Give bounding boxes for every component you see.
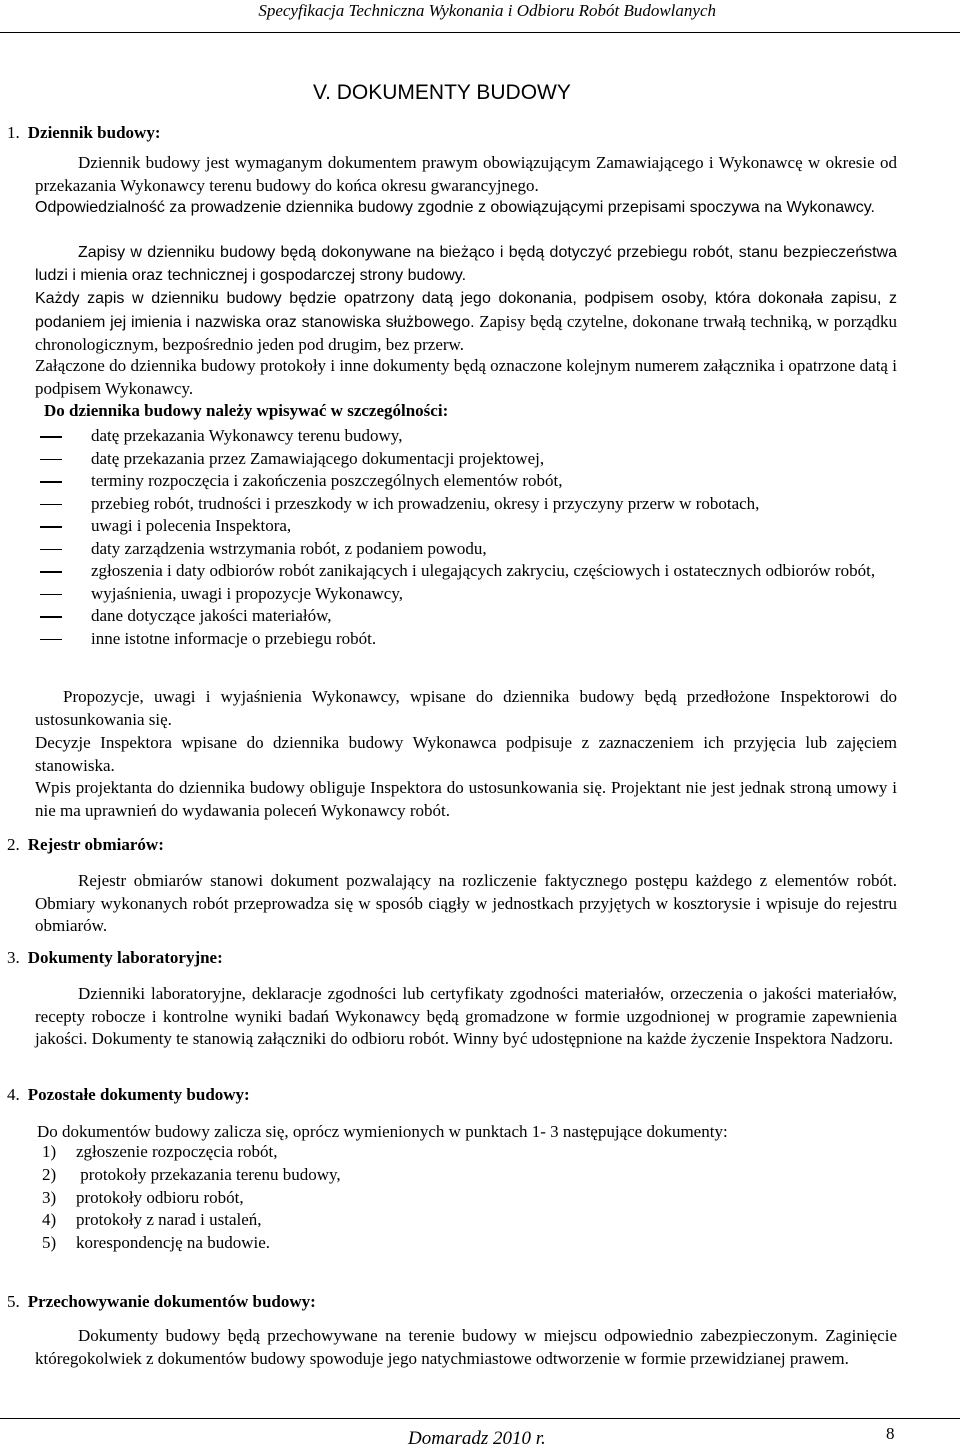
list-item: datę przekazania przez Zamawiającego dokumentacji projektowej, — [40, 448, 900, 471]
section-title: Pozostałe dokumenty budowy: — [27, 1085, 250, 1104]
paragraph-part: Każdy zapis w dzienniku budowy będzie opatrzony datą jego dokonania, podpisem osoby, która dokonała zapisu, z podaniem jej imienia i nazwiska oraz stanowiska służbowego. — [35, 290, 897, 331]
section-title: Dziennik budowy: — [27, 123, 161, 142]
paragraph: Do dokumentów budowy zalicza się, oprócz wymienionych w punktach 1- 3 następujące dokumenty: — [37, 1122, 728, 1141]
paragraph: Dzienniki laboratoryjne, deklaracje zgodności lub certyfikaty zgodności materiałów, orzeczenia o jakości materiałów, recepty robocze i kontrolne wyniki badań Wykonawcy będą gromadzone w formie uzgodnionej w programie zapewnienia jakości. Dokumenty te stanowią załączniki do odbioru robót. Winny być udostępnione na każde życzenie Inspektora Nadzoru. — [35, 984, 897, 1048]
paragraph: Odpowiedzialność za prowadzenie dziennika budowy zgodnie z obowiązującymi przepisami spoczywa na Wykonawcy. — [35, 199, 875, 216]
item-number: 2) — [42, 1164, 57, 1184]
section-title: Rejestr obmiarów: — [27, 835, 164, 854]
section-2-heading — [7, 835, 164, 855]
item-text: korespondencję na budowie. — [76, 1233, 271, 1253]
chapter-title: V. DOKUMENTY BUDOWY — [313, 81, 571, 104]
footer-divider — [0, 1418, 960, 1419]
list-item: przebieg robót, trudności i przeszkody w ich prowadzeniu, okresy i przyczyny przerw w robotach, — [40, 493, 900, 516]
section-title: Dokumenty laboratoryjne: — [27, 948, 223, 967]
section-number: 2. — [7, 835, 20, 854]
dash-list — [40, 425, 900, 650]
list-item: wyjaśnienia, uwagi i propozycje Wykonawcy, — [40, 583, 900, 606]
header-title: Specyfikacja Techniczna Wykonania i Odbioru Robót Budowlanych — [258, 1, 716, 20]
item-text: protokoły z narad i ustaleń, — [76, 1210, 262, 1230]
paragraph: Dokumenty budowy będą przechowywane na terenie budowy w miejscu odpowiednio zabezpieczonym. Zaginięcie któregokolwiek z dokumentów budowy spowoduje jego natychmiastowe odtworzenie w formie przewidzianej prawem. — [35, 1326, 897, 1368]
paragraph — [35, 287, 897, 357]
list-item: zgłoszenia i daty odbiorów robót zanikających i ulegających zakryciu, częściowych i ostatecznych odbiorów robót, — [40, 560, 900, 583]
list-item: datę przekazania Wykonawcy terenu budowy, — [40, 425, 900, 448]
item-number: 1) — [42, 1142, 57, 1161]
section-5-heading — [7, 1292, 316, 1312]
list-item: dane dotyczące jakości materiałów, — [40, 605, 900, 628]
item-number: 5) — [42, 1233, 57, 1253]
section-3-heading — [7, 948, 223, 968]
paragraph: Dziennik budowy jest wymaganym dokumentem prawym obowiązującym Zamawiającego i Wykonawcę w okresie od przekazania Wykonawcy terenu budowy do końca okresu gwarancyjnego. — [35, 153, 897, 195]
numbered-list — [42, 1141, 341, 1255]
list-item — [42, 1209, 341, 1232]
paragraph: Zapisy w dzienniku budowy będą dokonywane na bieżąco i będą dotyczyć przebiegu robót, stanu bezpieczeństwa ludzi i mienia oraz technicznej i gospodarczej strony budowy. — [35, 244, 897, 284]
item-text: protokoły przekazania terenu budowy, — [76, 1164, 341, 1184]
section-1-heading — [7, 123, 160, 143]
paragraph: Rejestr obmiarów stanowi dokument pozwalający na rozliczenie faktycznego postępu każdego z elementów robót. Obmiary wykonanych robót przeprowadza się w sposób ciągły w jednostkach przyjętych w kosztorysie i wpisuje do rejestru obmiarów. — [35, 871, 897, 935]
list-item: uwagi i polecenia Inspektora, — [40, 515, 900, 538]
section-number: 5. — [7, 1292, 20, 1311]
section-number: 3. — [7, 948, 20, 967]
paragraph: Propozycje, uwagi i wyjaśnienia Wykonawcy, wpisane do dziennika budowy będą przedłożone Inspektorowi do ustosunkowania się. — [35, 687, 897, 729]
paragraph: Załączone do dziennika budowy protokoły i inne dokumenty będą oznaczone kolejnym numerem załącznika i opatrzone datą i podpisem Wykonawcy. — [35, 356, 897, 398]
paragraph-part: Zapisy będą czytelne, dokonane trwałą techniką, w porządku chronologicznym, bezpośrednio jeden pod drugim, bez przerw. — [35, 311, 897, 354]
item-text: protokoły odbioru robót, — [76, 1187, 244, 1207]
list-heading: Do dziennika budowy należy wpisywać w szczególności: — [44, 401, 449, 420]
list-item — [42, 1187, 341, 1210]
item-text: zgłoszenie rozpoczęcia robót, — [76, 1142, 278, 1161]
list-item — [42, 1164, 341, 1187]
page-number: 8 — [886, 1424, 895, 1443]
item-number: 4) — [42, 1210, 57, 1230]
paragraph: Wpis projektanta do dziennika budowy obliguje Inspektora do ustosunkowania się. Projektant nie jest jednak stroną umowy i nie ma uprawnień do wydawania poleceń Wykonawcy robót. — [35, 778, 897, 820]
section-title: Przechowywanie dokumentów budowy: — [27, 1292, 316, 1311]
list-item — [42, 1232, 341, 1255]
list-item: daty zarządzenia wstrzymania robót, z podaniem powodu, — [40, 538, 900, 561]
page-header — [0, 0, 960, 33]
item-number: 3) — [42, 1187, 57, 1207]
section-number: 4. — [7, 1085, 20, 1104]
footer-author: Domaradz 2010 r. — [408, 1428, 546, 1449]
paragraph: Decyzje Inspektora wpisane do dziennika budowy Wykonawca podpisuje z zaznaczeniem ich przyjęcia lub zajęciem stanowiska. — [35, 733, 897, 775]
list-item: inne istotne informacje o przebiegu robót. — [40, 628, 900, 651]
list-item: terminy rozpoczęcia i zakończenia poszczególnych elementów robót, — [40, 470, 900, 493]
list-item — [42, 1141, 341, 1164]
section-number: 1. — [7, 123, 20, 142]
section-4-heading — [7, 1085, 250, 1105]
